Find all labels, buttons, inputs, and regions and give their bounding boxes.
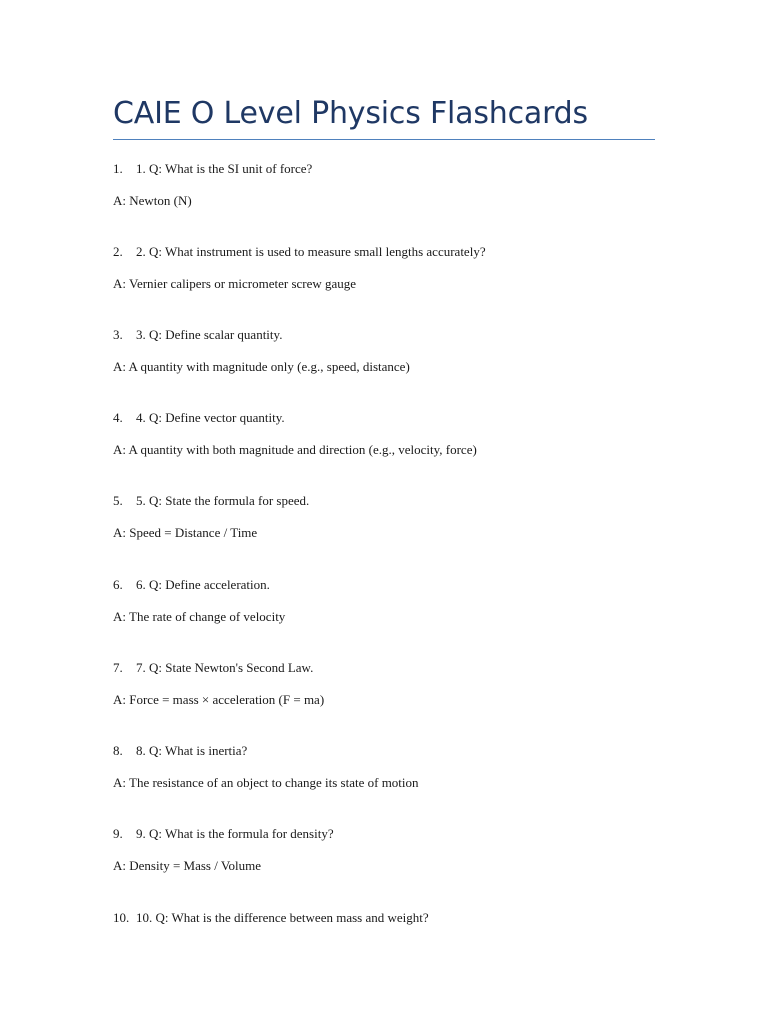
title-underline [113,139,655,140]
list-number: 8. [113,743,123,758]
list-number: 5. [113,493,123,508]
flashcard-answer: A: The resistance of an object to change its state of motion [113,775,419,790]
list-number: 2. [113,244,123,259]
flashcard-item [113,492,673,540]
flashcard-question: 9. Q: What is the formula for density? [136,826,334,841]
flashcard-question: 8. Q: What is inertia? [136,743,248,758]
flashcard-question-line [113,243,673,261]
flashcard-answer: A: Force = mass × acceleration (F = ma) [113,692,325,707]
flashcard-answer: A: Newton (N) [113,193,192,208]
flashcard-question-line [113,659,673,677]
flashcard-question-line [113,409,673,427]
flashcard-item [113,909,673,927]
flashcard-item [113,825,673,873]
list-number: 4. [113,410,123,425]
flashcard-question: 7. Q: State Newton's Second Law. [136,660,314,675]
flashcard-item [113,742,673,790]
flashcard-question-line [113,909,673,927]
flashcard-answer: A: Speed = Distance / Time [113,525,258,540]
flashcard-item [113,576,673,624]
flashcard-item [113,160,673,208]
flashcard-item [113,243,673,291]
flashcard-question-line [113,160,673,178]
flashcard-question: 10. Q: What is the difference between mass and weight? [136,910,429,925]
flashcard-item [113,659,673,707]
list-number: 7. [113,660,123,675]
flashcard-question-line [113,492,673,510]
list-number: 9. [113,826,123,841]
flashcard-question: 5. Q: State the formula for speed. [136,493,310,508]
list-number: 6. [113,577,123,592]
flashcard-answer: A: Vernier calipers or micrometer screw gauge [113,276,357,291]
flashcard-answer: A: A quantity with magnitude only (e.g., speed, distance) [113,359,410,374]
list-number: 10. [113,910,130,925]
flashcard-answer: A: A quantity with both magnitude and direction (e.g., velocity, force) [113,442,477,457]
flashcard-question: 1. Q: What is the SI unit of force? [136,161,313,176]
flashcard-answer: A: Density = Mass / Volume [113,858,262,873]
flashcard-question: 4. Q: Define vector quantity. [136,410,285,425]
list-number: 3. [113,327,123,342]
flashcard-item [113,409,673,457]
list-number: 1. [113,161,123,176]
flashcard-question: 6. Q: Define acceleration. [136,577,270,592]
flashcard-answer: A: The rate of change of velocity [113,609,286,624]
flashcard-question-line [113,326,673,344]
flashcard-question-line [113,825,673,843]
flashcard-item [113,326,673,374]
flashcard-question: 2. Q: What instrument is used to measure small lengths accurately? [136,244,486,259]
flashcard-question-line [113,742,673,760]
document-title: CAIE O Level Physics Flashcards [113,96,588,131]
flashcard-question: 3. Q: Define scalar quantity. [136,327,283,342]
flashcard-question-line [113,576,673,594]
